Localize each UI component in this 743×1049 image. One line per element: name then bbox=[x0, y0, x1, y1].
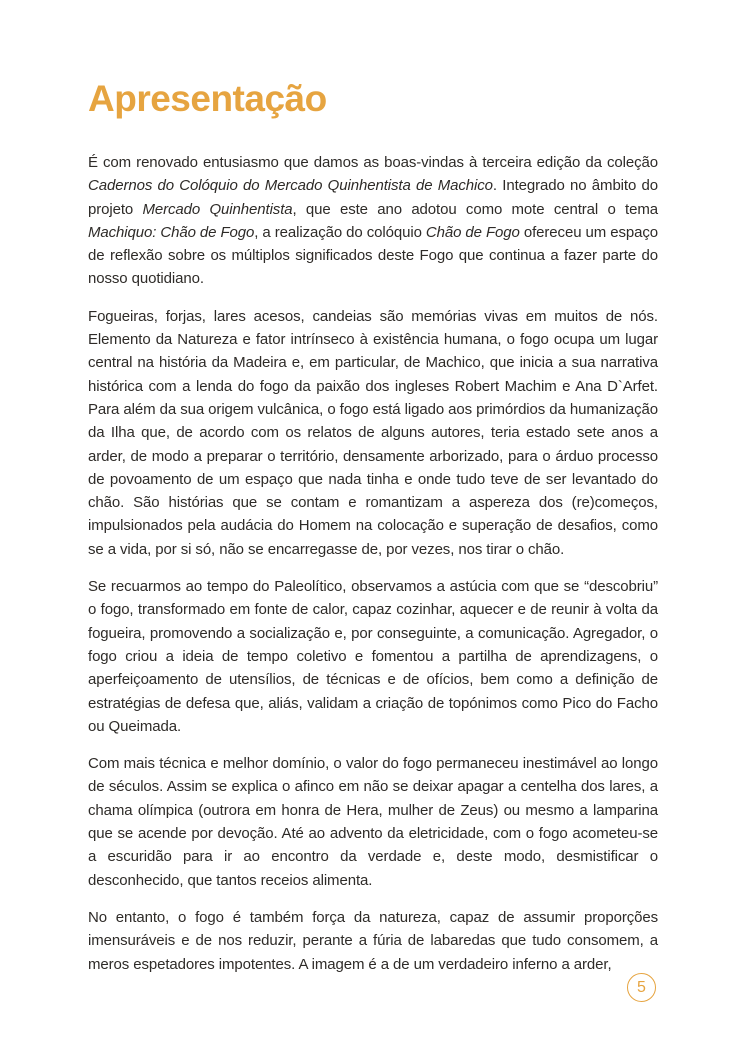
paragraph bbox=[88, 305, 658, 561]
paragraph bbox=[88, 575, 658, 738]
paragraph bbox=[88, 906, 658, 976]
italic-text-run: Mercado Quinhentista bbox=[142, 200, 293, 218]
text-run: Com mais técnica e melhor domínio, o valor do fogo permaneceu inestimável ao longo de séculos. Assim se explica o afinco em não se deixar apagar a centelha dos lares, a chama olímpica (outrora em honra de Hera, mulher de Zeus) ou mesmo a lamparina que se acende por devoção. Até ao advento da eletricidade, com o fogo acometeu-se a escuridão para ir ao encontro da verdade e, deste modo, desmistificar o desconhecido, que tantos receios alimenta. bbox=[88, 755, 658, 889]
italic-text-run: Chão de Fogo bbox=[425, 223, 520, 241]
text-run: É com renovado entusiasmo que damos as boas-vindas à terceira edição da coleção bbox=[88, 154, 658, 171]
page-title: Apresentação bbox=[88, 78, 327, 119]
page-number: 5 bbox=[637, 978, 646, 996]
italic-text-run: Cadernos do Colóquio do Mercado Quinhentista de Machico bbox=[88, 177, 493, 195]
text-run: . Integrado no âmbito do projeto bbox=[88, 177, 658, 218]
text-run: ofereceu um espaço de reflexão sobre os múltiplos significados deste Fogo que continua a fazer parte do nosso quotidiano. bbox=[88, 223, 658, 288]
text-run: , que este ano adotou como mote central o tema bbox=[292, 200, 658, 218]
text-run: No entanto, o fogo é também força da natureza, capaz de assumir proporções imensuráveis e de nos reduzir, perante a fúria de labaredas que tudo consomem, a meros espetadores impotentes. A imagem é a de um verdadeiro inferno a arder, bbox=[88, 908, 658, 973]
page-number-badge bbox=[627, 973, 656, 1002]
text-run: Fogueiras, forjas, lares acesos, candeias são memórias vivas em muitos de nós. Elemento da Natureza e fator intrínseco à existência humana, o fogo ocupa um lugar central na história da Madeira e, em particular, de Machico, que inicia a sua narrativa histórica com a lenda do fogo da paixão dos ingleses Robert Machim e Ana D`Arfet. Para além da sua origem vulcânica, o fogo está ligado aos primórdios da humanização da Ilha que, de acordo com os relatos de alguns autores, teria estado sete anos a arder, de modo a preparar o território, densamente arborizado, para o árduo processo de povoamento de um espaço que nada tinha e onde tudo teve de ser levantado do chão. São histórias que se contam e romantizam a aspereza dos (re)começos, impulsionados pela audácia do Homem na colocação e superação de desafios, como se a vida, por si só, não se encarregasse de, por vezes, nos tirar o chão. bbox=[88, 307, 658, 558]
text-run: Se recuarmos ao tempo do Paleolítico, observamos a astúcia com que se “descobriu” o fogo, transformado em fonte de calor, capaz cozinhar, aquecer e de reunir à volta da fogueira, promovendo a socialização e, por conseguinte, a comunicação. Agregador, o fogo criou a ideia de tempo coletivo e fomentou a partilha de aprendizagens, o aperfeiçoamento de utensílios, de técnicas e de ofícios, bem como a definição de estratégias de defesa que, aliás, validam a criação de topónimos como Pico do Facho ou Queimada. bbox=[88, 578, 658, 735]
italic-text-run: Machiquo: Chão de Fogo bbox=[88, 223, 255, 241]
text-run: , a realização do colóquio bbox=[254, 223, 426, 241]
paragraph bbox=[88, 151, 658, 291]
paragraph bbox=[88, 752, 658, 892]
body-text bbox=[88, 151, 658, 990]
